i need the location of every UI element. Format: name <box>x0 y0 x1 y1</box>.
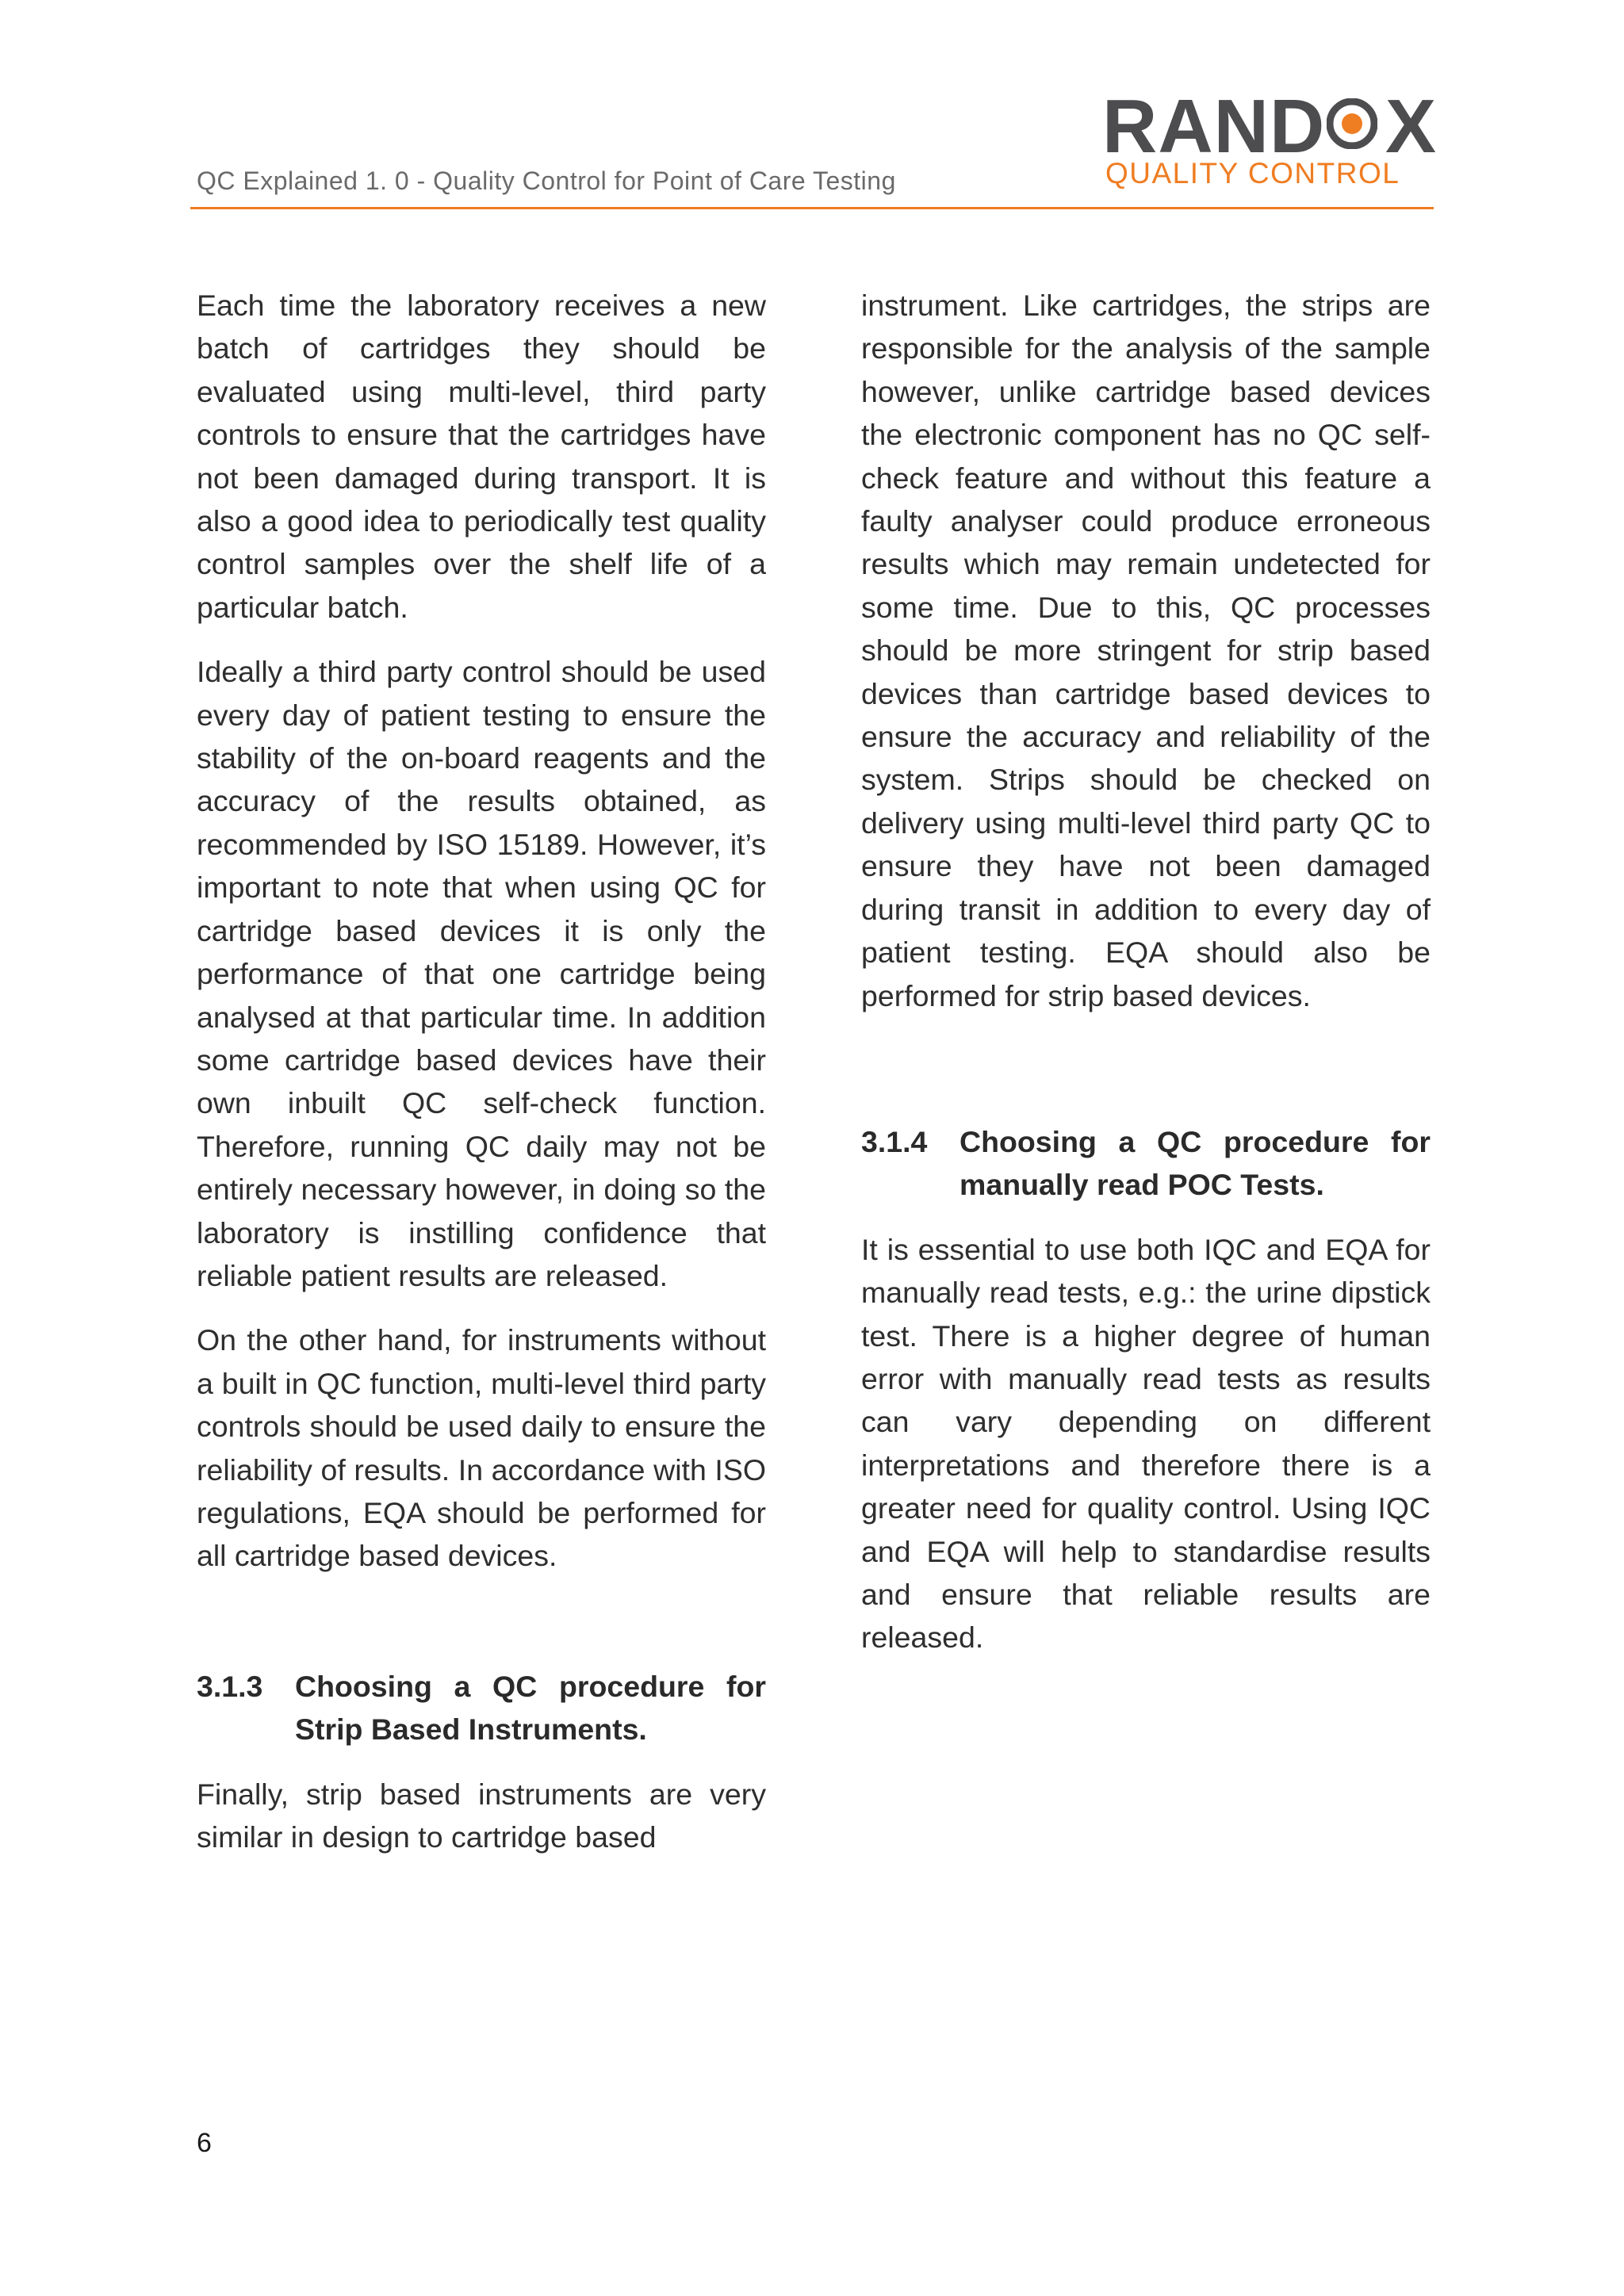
section-heading-3-1-3 <box>197 1665 766 1751</box>
section-heading-3-1-4 <box>861 1120 1431 1207</box>
section-title: Choosing a QC procedure for manually read POC Tests. <box>959 1124 1431 1202</box>
paragraph: instrument. Like cartridges, the strips are responsible for the analysis of the sample however, unlike cartridge based devices the electronic component has no QC self-check feature and without this feature a faulty analyser could produce erroneous results which may remain undetected for some time. Due to this, QC processes should be more stringent for strip based devices than cartridge based devices to ensure the accuracy and reliability of the system. Strips should be checked on delivery using multi-level third party QC to ensure they have not been damaged during transit in addition to every day of patient testing. EQA should also be performed for strip based devices. <box>861 289 1431 1012</box>
right-column <box>861 284 1431 1681</box>
page-header <box>0 0 1624 214</box>
paragraph: On the other hand, for instruments without a built in QC function, multi-level third party controls should be used daily to ensure the reliability of results. In accordance with ISO regulations, EQA should be performed for all cartridge based devices. <box>197 1323 766 1573</box>
logo-target-icon <box>1327 98 1377 149</box>
randox-logo <box>1102 84 1438 192</box>
running-title: QC Explained 1. 0 - Quality Control for Point of Care Testing <box>197 166 896 195</box>
section-number: 3.1.3 <box>197 1669 263 1703</box>
section-title: Choosing a QC procedure for Strip Based Instruments. <box>295 1669 766 1747</box>
page-number: 6 <box>197 2128 212 2158</box>
section-spacer <box>197 1599 766 1665</box>
paragraph: Each time the laboratory receives a new batch of cartridges they should be evaluated using multi-level, third party controls to ensure that the cartridges have not been damaged during transport. It is also a good idea to periodically test quality control samples over the shelf life of a particular batch. <box>197 289 766 624</box>
logo-subtitle: QUALITY CONTROL <box>1105 157 1400 189</box>
header-divider <box>190 207 1434 209</box>
paragraph: Ideally a third party control should be used every day of patient testing to ensure the stability of the on-board reagents and the accuracy of the results obtained, as recommended by ISO 15189. However, it’s important to note that when using QC for cartridge based devices it is only the performance of that one cartridge being analysed at that particular time. In addition some cartridge based devices have their own inbuilt QC self-check function. Therefore, running QC daily may not be entirely necessary however, in doing so the laboratory is instilling confidence that reliable patient results are released. <box>197 655 766 1292</box>
paragraph: Finally, strip based instruments are very similar in design to cartridge based <box>197 1777 766 1854</box>
section-number: 3.1.4 <box>861 1124 928 1158</box>
section-spacer <box>861 1039 1431 1120</box>
left-column <box>197 284 766 1880</box>
logo-wordmark: RAND X <box>1102 84 1438 169</box>
paragraph: It is essential to use both IQC and EQA for manually read tests, e.g.: the urine dipstick test. There is a higher degree of human error with manually read tests as results can vary depending on different interpretations and therefore there is a greater need for quality control. Using IQC and EQA will help to standardise results and ensure that reliable results are released. <box>861 1232 1431 1655</box>
